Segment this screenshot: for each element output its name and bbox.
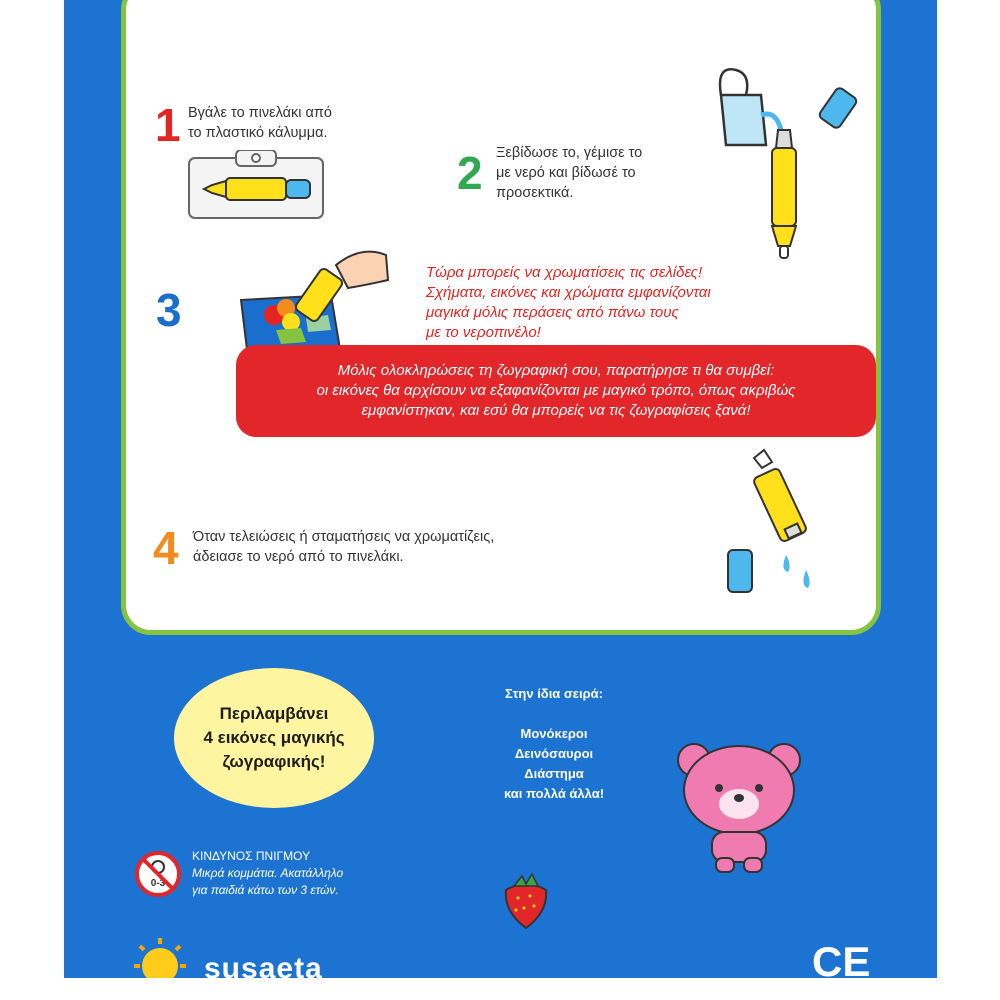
pink-bear-illustration [674,740,804,875]
filling-brush-with-water-illustration [706,60,866,265]
painting-with-brush-illustration [236,230,396,360]
sun-logo-icon [122,934,198,978]
step-4-text: Όταν τελειώσεις ή σταματήσεις να χρωματίζεις, άδειασε το νερό από το πινελάκι. [193,529,495,565]
emptying-brush-illustration [716,440,836,605]
disappearing-ink-notice: Μόλις ολοκληρώσεις τη ζωγραφική σου, παρατήρησε τι θα συμβεί: οι εικόνες θα αρχίσουν να εξαφανίζονται με μαγικό τρόπο, όπως ακριβώς εμφανίστηκαν, και εσύ θα μπορείς να τις ζωγραφίσεις ξανά! [236,345,876,437]
step-3-text: Τώρα μπορείς να χρωματίσεις τις σελίδες! Σχήματα, εικόνες και χρώματα εμφανίζονται μαγικά μόλις περάσεις από πάνω τους με το νεροπινέλο! [426,264,711,341]
product-back-cover [64,0,937,978]
series-item: Μονόκεροι [520,726,588,741]
series-heading: Στην ίδια σειρά: [505,686,603,701]
instructions-panel [121,0,881,635]
same-series-list [444,684,664,804]
includes-badge: Περιλαμβάνει 4 εικόνες μαγικής ζωγραφικής! [174,668,374,808]
step-1-text: Βγάλε το πινελάκι από το πλαστικό κάλυμμα. [188,105,332,141]
series-item: Δεινόσαυροι [514,746,594,761]
strawberry-illustration [500,872,552,930]
ce-mark: CE [812,938,871,978]
step-4-number: 4 [153,522,179,574]
series-item: και πολλά άλλα! [503,786,605,801]
step-2-number: 2 [457,147,483,199]
choking-warning-text: ΚΙΝΔΥΝΟΣ ΠΝΙΓΜΟΥ Μικρά κομμάτια. Ακατάλληλο για παιδιά κάτω των 3 ετών. [192,849,344,897]
step-2-text: Ξεβίδωσε το, γέμισε το με νερό και βίδωσέ το προσεκτικά. [496,145,643,201]
choking-hazard-icon [134,850,182,898]
step-1-number: 1 [155,99,181,151]
brush-in-package-illustration [186,150,326,220]
series-item: Διάστημα [524,766,584,781]
brand-logo: susaeta [204,952,323,978]
age-label: 0-3 [150,878,166,889]
step-3-number: 3 [156,284,182,336]
